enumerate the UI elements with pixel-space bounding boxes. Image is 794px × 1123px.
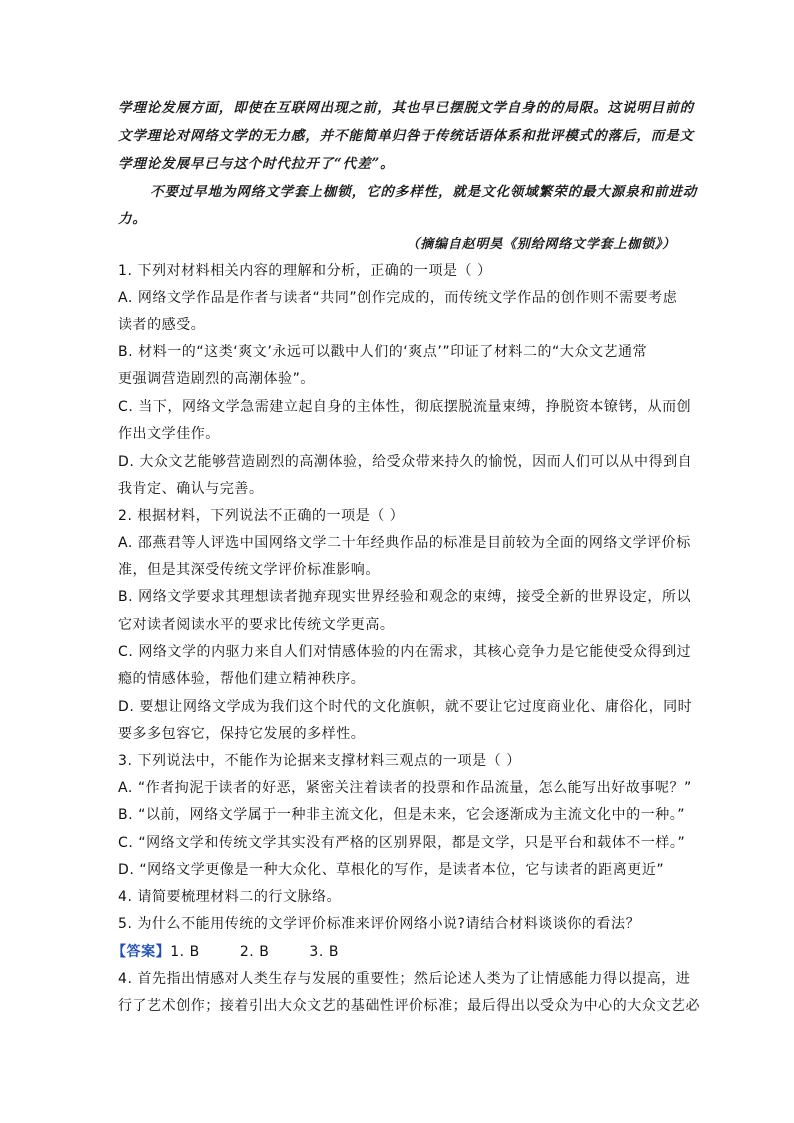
answer-tag: 【答案】 xyxy=(112,944,171,960)
option-b-cont: 它对读者阅读水平的要求比传统文学更高。 xyxy=(118,617,395,633)
option-d: D. “网络文学更像是一种大众化、草根化的写作，是读者本位，它与读者的距离更近” xyxy=(118,862,665,878)
question-stem: 1. 下列对材料相关内容的理解和分析，正确的一项是（ ） xyxy=(118,263,492,279)
option-d-cont: 我肯定、确认与完善。 xyxy=(118,481,264,497)
passage-source: （摘编自赵明昊《别给网络文学套上枷锁》） xyxy=(406,237,676,252)
question-4: 4. 请简要梳理材料二的行文脉络。 xyxy=(118,889,342,905)
option-a: A. “作者拘泥于读者的好恶，紧密关注着读者的投票和作品流量，怎么能写出好故事呢？” xyxy=(118,780,692,796)
option-d-cont: 要多多包容它，保持它发展的多样性。 xyxy=(118,726,366,742)
option-d: D. 要想让网络文学成为我们这个时代的文化旗帜，就不要让它过度商业化、庸俗化，同时 xyxy=(118,699,693,715)
passage-line: 不要过早地为网络文学套上枷锁，它的多样性，就是文化领域繁荣的最大源泉和前进动 xyxy=(150,184,698,200)
passage-line: 力。 xyxy=(118,211,147,227)
question-5: 5. 为什么不能用传统的文学评价标准来评价网络小说?请结合材料谈谈你的看法？ xyxy=(118,916,641,932)
passage-line: 学理论发展早已与这个时代拉开了“代差”。 xyxy=(118,156,395,172)
answer-values: 1. B 2. B 3. B xyxy=(170,944,340,960)
option-a: A. 网络文学作品是作者与读者“共同”创作完成的，而传统文学作品的创作则不需要考虑 xyxy=(118,290,678,306)
option-b: B. 网络文学要求其理想读者抛弃现实世界经验和观念的束缚，接受全新的世界设定，所以 xyxy=(118,589,692,605)
answer-line xyxy=(112,941,339,961)
option-c-cont: 作出文学佳作。 xyxy=(118,426,220,442)
option-a: A. 邵燕君等人评选中国网络文学二十年经典作品的标准是目前较为全面的网络文学评价标 xyxy=(118,535,691,551)
option-d: D. 大众文艺能够营造剧烈的高潮体验，给受众带来持久的愉悦，因而人们可以从中得到自 xyxy=(118,454,693,470)
option-c: C. “网络文学和传统文学其实没有严格的区别界限，都是文学，只是平台和载体不一样。” xyxy=(118,835,686,851)
passage-line: 学理论发展方面，即使在互联网出现之前，其也早已摆脱文学自身的的局限。这说明目前的 xyxy=(118,100,694,116)
passage-line: 文学理论对网络文学的无力感，并不能简单归咎于传统话语体系和批评模式的落后，而是文 xyxy=(118,128,694,144)
option-a-cont: 读者的感受。 xyxy=(118,317,206,333)
question-stem: 3. 下列说法中，不能作为论据来支撑材料三观点的一项是（ ） xyxy=(118,753,521,769)
answer-explanation-cont: 行了艺术创作；接着引出大众文艺的基础性评价标准；最后得出以受众为中心的大众文艺必 xyxy=(118,998,700,1014)
option-c-cont: 瘾的情感体验，帮他们建立精神秩序。 xyxy=(118,671,366,687)
question-stem: 2. 根据材料，下列说法不正确的一项是（ ） xyxy=(118,508,405,524)
answer-explanation: 4. 首先指出情感对人类生存与发展的重要性；然后论述人类为了让情感能力得以提高，进 xyxy=(118,971,691,987)
option-a-cont: 准，但是其深受传统文学评价标准影响。 xyxy=(118,562,380,578)
option-c: C. 当下，网络文学急需建立起自身的主体性，彻底摆脱流量束缚，挣脱资本镣铐，从而创 xyxy=(118,399,692,415)
option-b-cont: 更强调营造剧烈的高潮体验”。 xyxy=(118,371,315,387)
option-b: B. “以前，网络文学属于一种非主流文化，但是未来，它会逐渐成为主流文化中的一种。” xyxy=(118,807,686,823)
option-b: B. 材料一的“这类‘爽文’永远可以戳中人们的‘爽点’”印证了材料二的“大众文艺通常 xyxy=(118,344,648,360)
option-c: C. 网络文学的内驱力来自人们对情感体验的内在需求，其核心竞争力是它能使受众得到过 xyxy=(118,644,692,660)
